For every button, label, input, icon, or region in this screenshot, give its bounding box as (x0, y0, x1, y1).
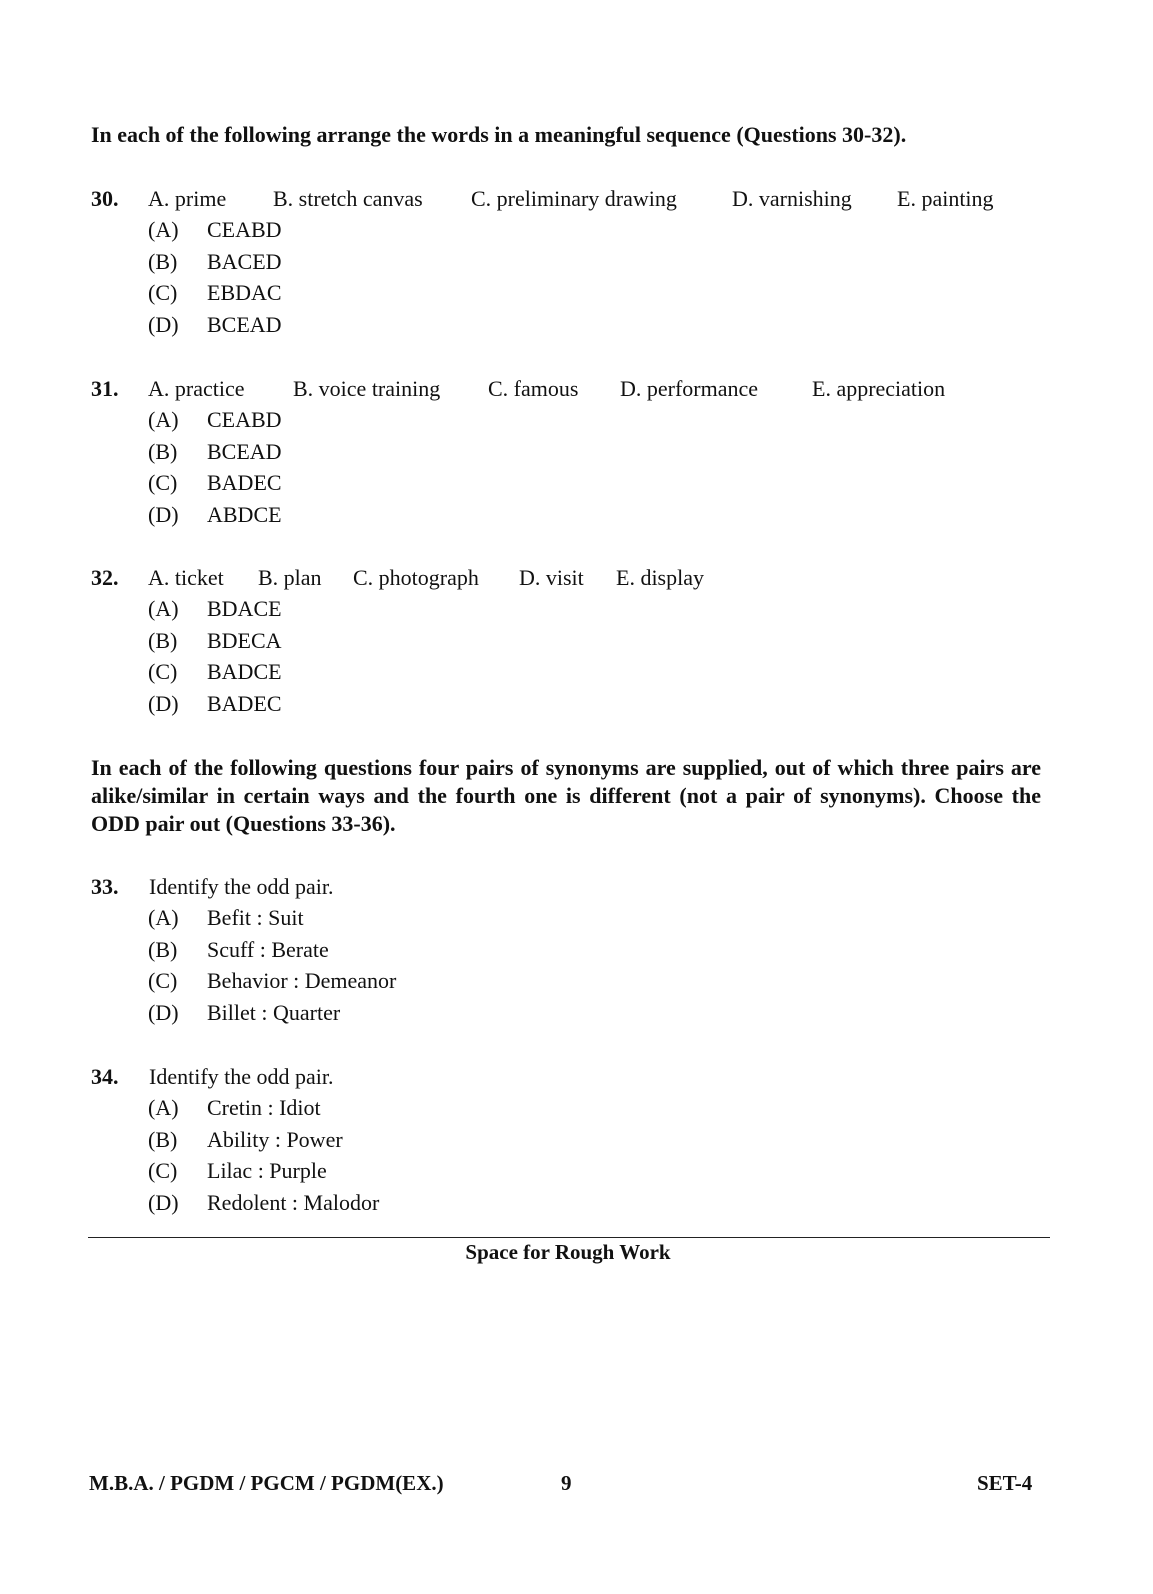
option-a[interactable]: (A) Cretin : Idiot (148, 1095, 321, 1120)
question-number: 34. (91, 1064, 119, 1089)
question-33 (91, 871, 1051, 1028)
word-part: D. performance (620, 376, 759, 401)
option-d[interactable]: (D) BCEAD (148, 311, 282, 337)
option-c[interactable]: (C) BADCE (148, 659, 282, 685)
rough-work-divider (88, 1237, 1050, 1238)
option-d[interactable]: (D) Billet : Quarter (148, 999, 341, 1025)
option-b[interactable]: (B) BACED (148, 248, 282, 274)
question-number: 33. (91, 874, 119, 899)
word-part: B. voice training (293, 376, 441, 401)
word-part: A. ticket (148, 565, 224, 590)
page-number: 9 (561, 1471, 572, 1495)
option-c[interactable]: (C) Lilac : Purple (148, 1158, 327, 1184)
option-c[interactable]: (C) EBDAC (148, 280, 282, 306)
option-a[interactable]: (A) CEABD (148, 217, 282, 242)
footer-course: M.B.A. / PGDM / PGCM / PGDM(EX.) (89, 1471, 444, 1495)
question-30 (91, 183, 1051, 340)
option-a[interactable]: (A) BDACE (148, 596, 282, 621)
word-part: B. stretch canvas (273, 186, 423, 211)
word-part: A. prime (148, 186, 227, 211)
option-c[interactable]: (C) Behavior : Demeanor (148, 968, 397, 994)
option-b[interactable]: (B) Ability : Power (148, 1126, 343, 1152)
option-a[interactable]: (A) CEABD (148, 407, 282, 432)
word-part: B. plan (258, 565, 322, 590)
question-number: 32. (91, 565, 119, 590)
option-b[interactable]: (B) BCEAD (148, 438, 282, 464)
option-d[interactable]: (D) BADEC (148, 690, 282, 716)
word-part: A. practice (148, 376, 245, 401)
option-c[interactable]: (C) BADEC (148, 470, 282, 496)
word-part: C. photograph (353, 565, 479, 590)
question-stem: Identify the odd pair. (149, 874, 334, 899)
question-32 (91, 562, 1051, 719)
footer-set: SET-4 (977, 1471, 1033, 1495)
word-part: C. preliminary drawing (471, 186, 677, 211)
question-34 (91, 1061, 1051, 1218)
option-b[interactable]: (B) Scuff : Berate (148, 936, 329, 962)
option-d[interactable]: (D) Redolent : Malodor (148, 1189, 380, 1215)
question-number: 31. (91, 376, 119, 401)
question-31 (91, 373, 1051, 530)
word-part: C. famous (488, 376, 579, 401)
question-number: 30. (91, 186, 119, 211)
word-part: E. painting (897, 186, 994, 211)
word-part: E. appreciation (812, 376, 946, 401)
question-stem: Identify the odd pair. (149, 1064, 334, 1089)
rough-work-heading: Space for Rough Work (465, 1240, 671, 1264)
section-instruction-synonyms: In each of the following questions four pairs of synonyms are supplied, out of which three pairs are alike/similar in certain ways and the fourth one is different (not a pair of synonyms). Choose the ODD pair out (Questions 33-36). (91, 755, 1041, 836)
option-d[interactable]: (D) ABDCE (148, 501, 282, 527)
word-part: E. display (616, 565, 704, 590)
option-b[interactable]: (B) BDECA (148, 627, 282, 653)
word-part: D. visit (519, 565, 584, 590)
option-a[interactable]: (A) Befit : Suit (148, 905, 304, 930)
section-instruction-arrange: In each of the following arrange the words in a meaningful sequence (Questions 30-32). (91, 122, 907, 147)
word-part: D. varnishing (732, 186, 852, 211)
